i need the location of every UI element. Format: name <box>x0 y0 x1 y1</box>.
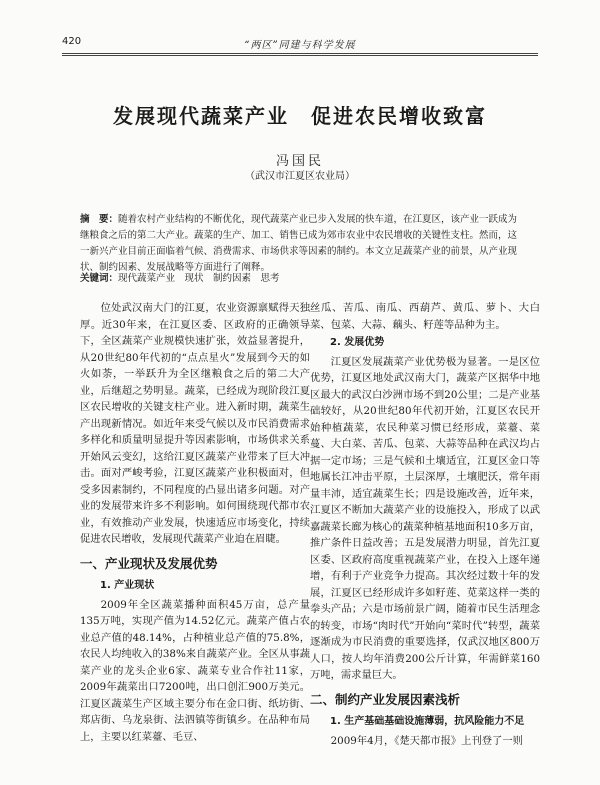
section-1-heading: 一、产业现状及发展优势 <box>80 555 218 571</box>
header-rule <box>62 53 538 54</box>
continued-paragraph: 丝瓜、苦瓜、南瓜、西葫芦、黄瓜、萝卜、大白菜、包菜、大蒜、藕头、籽莲等品种为主。 <box>310 302 540 331</box>
intro-paragraph: 位处武汉南大门的江夏，农业资源禀赋得天独厚。近30年来，在江夏区委、区政府的正确领导下，全区蔬菜产业规模快速扩张，效益显著提升，从20世纪80年代初的“点点星火”发展到今天的如火如荼，一举跃升为全区继粮食之后的第二大产业，后继超之势明显。蔬菜，已经成为现阶段江夏区农民增收的关键支柱产业。进入新时期，蔬菜生产出现新情况。如近年来受气候以及市民消费需求多样化和质量明显提升等因素影响，市场供求关系开始风云变幻，这给江夏区蔬菜产业带来了巨大冲击。面对严峻考验，江夏区蔬菜产业积极面对，但受多因素制约，不同程度的凸显出诸多问题。对产业的发展带来许多不利影响。如何围绕现代都市农业，有效推动产业发展，快速适应市场变化，持续促进农民增收，发展现代蔬菜产业迫在眉睫。 <box>80 302 310 545</box>
abstract-text: 随着农村产业结构的不断优化，现代蔬菜产业已步入发展的快车道，在江夏区，该产业一跃成为继粮食之后的第二大产业。蔬菜的生产、加工、销售已成为郊市农业中农民增收的关键性支柱。然而，这一新兴产业目前正面临着气候、消费需求、市场供求等因素的制约。本文立足蔬菜产业的前景，从产业现状、制约因素、发展战略等方面进行了阐释。 <box>80 214 518 273</box>
keywords <box>80 270 520 284</box>
article-author: 冯国民 <box>275 154 324 169</box>
section-1-paragraph-1: 2009年全区蔬菜播种面积45万亩，总产量135万吨，实现产值为14.52亿元。蔬菜产值占农业总产值的48.14%，占种植业总产值的75.8%，农民人均纯收入的38%来自蔬菜产业。全区从事蔬菜产业的龙头企业6家、蔬菜专业合作社11家，2009年蔬菜出口7200吨，出口创汇900万美元。江夏区蔬菜生产区域主要分布在金口街、纸坊街、郑店街、乌龙泉街、法泗镇等街镇乡。在品种布局上，主要以红菜薹、毛豆、 <box>80 598 310 743</box>
page-number: 420 <box>62 36 82 47</box>
section-1-subheading-2: 2. 发展优势 <box>330 337 385 348</box>
right-column <box>310 300 540 749</box>
left-column <box>80 300 310 745</box>
running-title: “两区”同建与科学发展 <box>244 40 356 51</box>
section-1-paragraph-2: 江夏区发展蔬菜产业优势极为显著。一是区位优势，江夏区地处武汉南大门，蔬菜产区据华中地区最大的武汉白沙洲市场不到20公里；二是产业基础较好，从20世纪80年代初开始，江夏区农民开始种植蔬菜，农民种菜习惯已经形成，菜薹、菜蔓、大白菜、苦瓜、包菜、大蒜等品种在武汉均占据一定市场；三是气候和土壤适宜，江夏区金口等地属长江冲击平原，土层深厚，土壤肥沃，常年雨量丰沛，适宜蔬菜生长；四是设施改善，近年来，江夏区不断加大蔬菜产业的设施投入，形成了以武嘉蔬菜长廊为核心的蔬菜种植基地面积10多万亩，推广条件日益改善；五是发展潜力明显，首先江夏区委、区政府高度重视蔬菜产业，在投入上逐年递增，有利于产业竞争力提高。其次经过数十年的发展，江夏区已经形成许多如籽莲、苋菜这样一类的拳头产品；六是市场前景广阔，随着市民生活理念的转变，市场“肉时代”开始向“菜时代”转型，蔬菜逐渐成为市民消费的重要选择，仅武汉地区800万人口，按人均年消费200公斤计算，年需鲜菜160万吨，需求量巨大。 <box>310 355 540 681</box>
article-title: 发展现代蔬菜产业 促进农民增收致富 <box>113 104 487 128</box>
section-1-subheading-1: 1. 产业现状 <box>100 580 155 591</box>
header-rule-second <box>62 55 538 56</box>
page-header <box>62 36 538 50</box>
section-2-heading: 二、制约产业发展因素浅析 <box>310 691 461 707</box>
abstract-label: 摘 要： <box>80 214 119 225</box>
author-affiliation: （武汉市江夏区农业局） <box>245 171 355 182</box>
keywords-label: 关键词： <box>80 273 119 284</box>
abstract <box>80 212 520 276</box>
section-2-paragraph-1: 2009年4月，《楚天都市报》上刊登了一则 <box>330 734 523 747</box>
section-2-subheading-1: 1. 生产基础基础设施薄弱，抗风险能力不足 <box>330 716 525 727</box>
keywords-text: 现代蔬菜产业 现状 制约因素 思考 <box>118 273 280 284</box>
